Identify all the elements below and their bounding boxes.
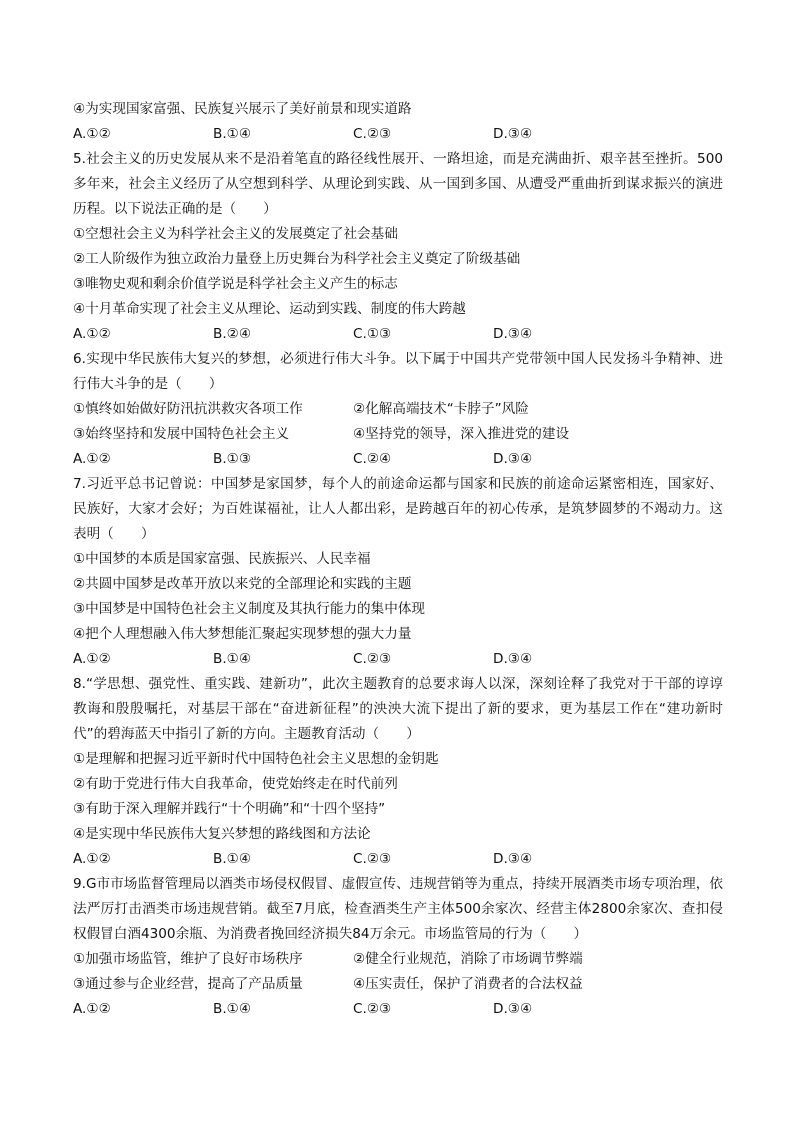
q9-stem: 9.G市市场监督管理局以酒类市场侵权假冒、虚假宣传、违规营销等为重点，持续开展酒类市场专项治理，依法严厉打击酒类市场违规营销。截至7月底，检查酒类生产主体500余家次、经营主体2800余家次、查扣侵权假冒白酒4300余瓶、为消费者挽回经济损失84万余元。市场监管局的行为（ ） xyxy=(73,876,723,942)
q7-choice-b: B.①④ xyxy=(213,651,252,667)
q8-stem: 8.“学思想、强党性、重实践、建新功”，此次主题教育的总要求诲人以深，深刻诠释了我党对于干部的谆谆教诲和殷殷嘱托，对基层干部在“奋进新征程”的泱泱大流下提出了新的要求，更为基层工作在“建功新时代”的碧海蓝天中指引了新的方向。主题教育活动（ ） xyxy=(73,676,723,742)
q6-choice-c: C.②④ xyxy=(353,451,392,467)
q6-choice-d: D.③④ xyxy=(493,451,533,467)
q4-choice-a: A.①② xyxy=(73,126,111,142)
q6-item-2: ②化解高端技术“卡脖子”风险 xyxy=(353,401,529,417)
q8-item-1: ①是理解和把握习近平新时代中国特色社会主义思想的金钥匙 xyxy=(73,751,439,767)
q5-choice-d: D.③④ xyxy=(493,326,533,342)
q5-item-2: ②工人阶级作为独立政治力量登上历史舞台为科学社会主义奠定了阶级基础 xyxy=(73,251,521,267)
q6-items-row-1 xyxy=(73,397,723,422)
q9-items-row-2 xyxy=(73,972,723,997)
q8-item-4: ④是实现中华民族伟大复兴梦想的路线图和方法论 xyxy=(73,826,371,842)
q6-choice-b: B.①③ xyxy=(213,451,252,467)
q7-choices xyxy=(73,647,723,672)
q7-item-1: ①中国梦的本质是国家富强、民族振兴、人民幸福 xyxy=(73,551,371,567)
q4-choice-d: D.③④ xyxy=(493,126,533,142)
q5-item-1: ①空想社会主义为科学社会主义的发展奠定了社会基础 xyxy=(73,226,398,242)
q7-item-2: ②共圆中国梦是改革开放以来党的全部理论和实践的主题 xyxy=(73,576,412,592)
q8-item-3: ③有助于深入理解并践行“十个明确”和“十四个坚持” xyxy=(73,801,386,817)
q4-choices xyxy=(73,122,723,147)
q9-item-3: ③通过参与企业经营，提高了产品质量 xyxy=(73,976,303,992)
q5-choices xyxy=(73,322,723,347)
q6-choices xyxy=(73,447,723,472)
q9-choices xyxy=(73,997,723,1022)
q7-choice-a: A.①② xyxy=(73,651,111,667)
q7-stem: 7.习近平总书记曾说：中国梦是家国梦，每个人的前途命运都与国家和民族的前途命运紧密相连，国家好、民族好，大家才会好；为百姓谋福祉，让人人都出彩，是跨越百年的初心传承，是筑梦圆梦的不竭动力。这表明（ ） xyxy=(73,476,723,542)
q8-choice-b: B.①④ xyxy=(213,851,252,867)
q7-choice-d: D.③④ xyxy=(493,651,533,667)
q6-items-row-2 xyxy=(73,422,723,447)
q9-choice-b: B.①④ xyxy=(213,1001,252,1017)
q5-choice-c: C.①③ xyxy=(353,326,392,342)
q8-choice-a: A.①② xyxy=(73,851,111,867)
q5-choice-b: B.②④ xyxy=(213,326,252,342)
q7-item-4: ④把个人理想融入伟大梦想能汇聚起实现梦想的强大力量 xyxy=(73,626,412,642)
exam-content xyxy=(73,97,723,1022)
q5-stem: 5.社会主义的历史发展从来不是沿着笔直的路径线性展开、一路坦途，而是充满曲折、艰辛甚至挫折。500多年来，社会主义经历了从空想到科学、从理论到实践、从一国到多国、从遭受严重曲折到谋求振兴的演进历程。以下说法正确的是（ ） xyxy=(73,151,723,217)
q6-item-1: ①慎终如始做好防汛抗洪救灾各项工作 xyxy=(73,401,303,417)
q9-item-2: ②健全行业规范，消除了市场调节弊端 xyxy=(353,951,583,967)
q9-item-1: ①加强市场监管，维护了良好市场秩序 xyxy=(73,951,303,967)
q8-choice-d: D.③④ xyxy=(493,851,533,867)
q9-choice-a: A.①② xyxy=(73,1001,111,1017)
q9-items-row-1 xyxy=(73,947,723,972)
q5-choice-a: A.①② xyxy=(73,326,111,342)
q9-item-4: ④压实责任，保护了消费者的合法权益 xyxy=(353,976,583,992)
q5-item-3: ③唯物史观和剩余价值学说是科学社会主义产生的标志 xyxy=(73,276,398,292)
q9-choice-d: D.③④ xyxy=(493,1001,533,1017)
q5-item-4: ④十月革命实现了社会主义从理论、运动到实践、制度的伟大跨越 xyxy=(73,301,466,317)
q8-choices xyxy=(73,847,723,872)
q7-choice-c: C.②③ xyxy=(353,651,392,667)
q4-item-4: ④为实现国家富强、民族复兴展示了美好前景和现实道路 xyxy=(73,101,412,117)
q6-choice-a: A.①② xyxy=(73,451,111,467)
q6-item-3: ③始终坚持和发展中国特色社会主义 xyxy=(73,426,290,442)
q9-choice-c: C.②③ xyxy=(353,1001,392,1017)
q8-item-2: ②有助于党进行伟大自我革命，使党始终走在时代前列 xyxy=(73,776,398,792)
q6-item-4: ④坚持党的领导，深入推进党的建设 xyxy=(353,426,570,442)
q6-stem: 6.实现中华民族伟大复兴的梦想，必须进行伟大斗争。以下属于中国共产党带领中国人民发扬斗争精神、进行伟大斗争的是（ ） xyxy=(73,351,723,392)
q4-choice-b: B.①④ xyxy=(213,126,252,142)
q4-choice-c: C.②③ xyxy=(353,126,392,142)
q8-choice-c: C.②③ xyxy=(353,851,392,867)
q7-item-3: ③中国梦是中国特色社会主义制度及其执行能力的集中体现 xyxy=(73,601,426,617)
